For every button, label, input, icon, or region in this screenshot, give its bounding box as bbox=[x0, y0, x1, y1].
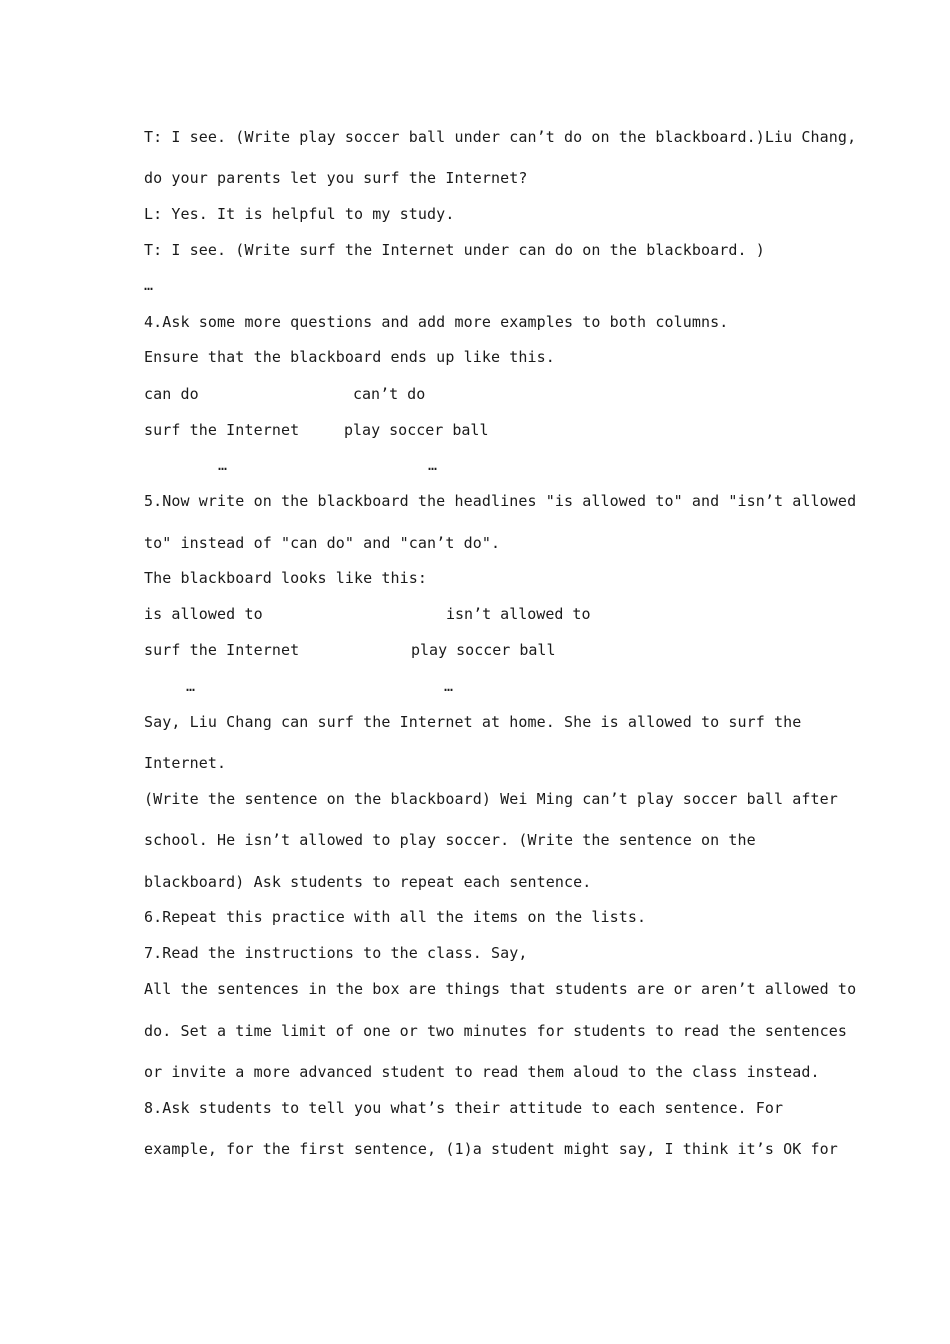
table2-row-left: surf the Internet bbox=[144, 641, 300, 659]
text-line: Internet. bbox=[144, 754, 227, 772]
text-line: The blackboard looks like this: bbox=[144, 569, 428, 587]
text-line: 6.Repeat this practice with all the items on the lists. bbox=[144, 908, 647, 926]
text-line: 7.Read the instructions to the class. Say, bbox=[144, 944, 528, 962]
text-line: Ensure that the blackboard ends up like this. bbox=[144, 348, 555, 366]
text-line: … bbox=[144, 276, 154, 294]
text-line: or invite a more advanced student to read them aloud to the class instead. bbox=[144, 1063, 820, 1081]
text-line: (Write the sentence on the blackboard) Wei Ming can’t play soccer ball after bbox=[144, 790, 838, 808]
table1-ellipsis-left: … bbox=[218, 456, 228, 474]
text-line: T: I see. (Write play soccer ball under can’t do on the blackboard.)Liu Chang, bbox=[144, 128, 857, 146]
table2-ellipsis-left: … bbox=[186, 677, 196, 695]
table1-row-left: surf the Internet bbox=[144, 421, 300, 439]
table2-header-left: is allowed to bbox=[144, 605, 263, 623]
text-line: blackboard) Ask students to repeat each sentence. bbox=[144, 873, 592, 891]
text-line: do your parents let you surf the Internet? bbox=[144, 169, 528, 187]
table1-row-right: play soccer ball bbox=[344, 421, 489, 439]
text-line: All the sentences in the box are things that students are or aren’t allowed to bbox=[144, 980, 857, 998]
text-line: 5.Now write on the blackboard the headlines "is allowed to" and "isn’t allowed bbox=[144, 492, 857, 510]
text-line: to" instead of "can do" and "can’t do". bbox=[144, 534, 501, 552]
table2-row-right: play soccer ball bbox=[411, 641, 556, 659]
text-line: T: I see. (Write surf the Internet under can do on the blackboard. ) bbox=[144, 241, 765, 259]
table1-ellipsis-right: … bbox=[428, 456, 438, 474]
table1-header-right: can’t do bbox=[353, 385, 426, 403]
text-line: Say, Liu Chang can surf the Internet at home. She is allowed to surf the bbox=[144, 713, 802, 731]
table2-header-right: isn’t allowed to bbox=[446, 605, 591, 623]
text-line: 8.Ask students to tell you what’s their attitude to each sentence. For bbox=[144, 1099, 784, 1117]
text-line: do. Set a time limit of one or two minutes for students to read the sentences bbox=[144, 1022, 848, 1040]
table1-header-left: can do bbox=[144, 385, 199, 403]
table2-ellipsis-right: … bbox=[444, 677, 454, 695]
text-line: L: Yes. It is helpful to my study. bbox=[144, 205, 455, 223]
text-line: school. He isn’t allowed to play soccer. (Write the sentence on the bbox=[144, 831, 756, 849]
text-line: 4.Ask some more questions and add more examples to both columns. bbox=[144, 313, 729, 331]
text-line: example, for the first sentence, (1)a student might say, I think it’s OK for bbox=[144, 1140, 838, 1158]
